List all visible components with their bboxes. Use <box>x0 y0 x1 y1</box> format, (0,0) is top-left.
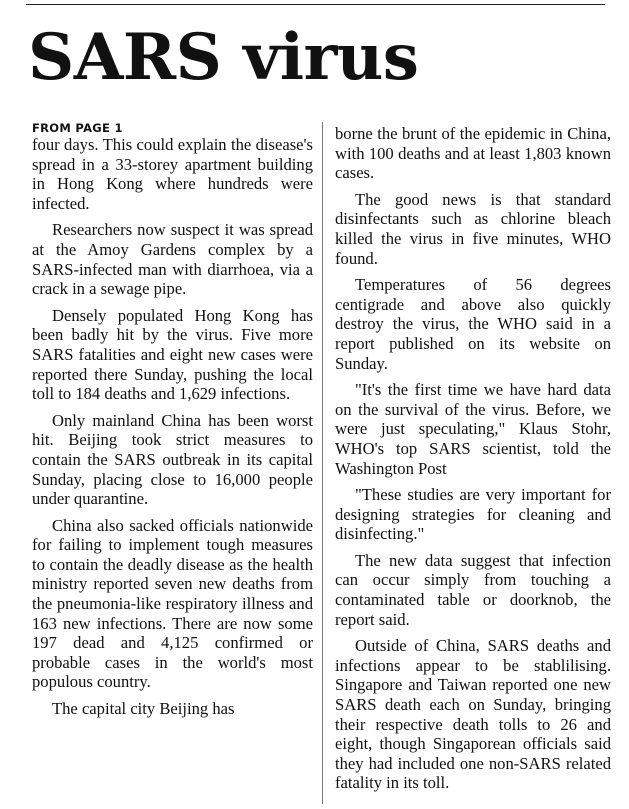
kicker-from-page: FROM PAGE 1 <box>32 121 123 135</box>
right-column <box>335 124 611 800</box>
paragraph: Only mainland China has been worst hit. Beijing took strict measures to contain the SARS outbreak in its capital Sunday, placing close to 16,000 people under quarantine. <box>32 410 313 509</box>
headline: SARS virus <box>28 20 419 95</box>
paragraph: The capital city Beijing has <box>52 699 235 719</box>
paragraph: "These studies are very important for designing strategies for cleaning and disinfecting." <box>335 485 611 544</box>
paragraph: four days. This could explain the disease's spread in a 33-storey apartment building in Hong Kong where hundreds were infected. <box>32 135 313 213</box>
paragraph: "It's the first time we have hard data on the survival of the virus. Before, we were just speculating," Klaus Stohr, WHO's top SARS scientist, told the Washington Post <box>335 380 611 478</box>
paragraph: Researchers now suspect it was spread at the Amoy Gardens complex by a SARS-infected man with diarrhoea, via a crack in a sewage pipe. <box>32 220 313 299</box>
paragraph: The new data suggest that infection can occur simply from touching a contaminated table or doorknob, the report said. <box>335 550 611 629</box>
paragraph: China also sacked officials nationwide for failing to implement tough measures to contain the deadly disease as the health ministry reported seven new deaths from the pneumonia-like respiratory illness and 163 new infections. There are now some 197 dead and 4,125 confirmed or probable cases in the world's most populous country. <box>32 515 313 692</box>
paragraph: borne the brunt of the epidemic in China, with 100 deaths and at least 1,803 known cases. <box>335 124 611 183</box>
paragraph: The good news is that standard disinfectants such as chlorine bleach killed the virus in five minutes, WHO found. <box>335 189 611 268</box>
paragraph: Densely populated Hong Kong has been badly hit by the virus. Five more SARS fatalities and eight new cases were reported there Sunday, pushing the local toll to 184 deaths and 1,629 infections. <box>32 305 313 404</box>
left-column <box>32 120 313 726</box>
top-rule <box>26 4 605 5</box>
paragraph: Outside of China, SARS deaths and infections appear to be stablilising. Singapore and Taiwan reported one new SARS death each on Sunday, bringing their respective death tolls to 26 and eight, though Singaporean officials said they had included one non-SARS related fatality in its toll. <box>335 636 611 793</box>
paragraph: Temperatures of 56 degrees centigrade and above also quickly destroy the virus, the WHO said in a report published on its website on Sunday. <box>335 275 611 373</box>
column-divider <box>322 122 323 804</box>
